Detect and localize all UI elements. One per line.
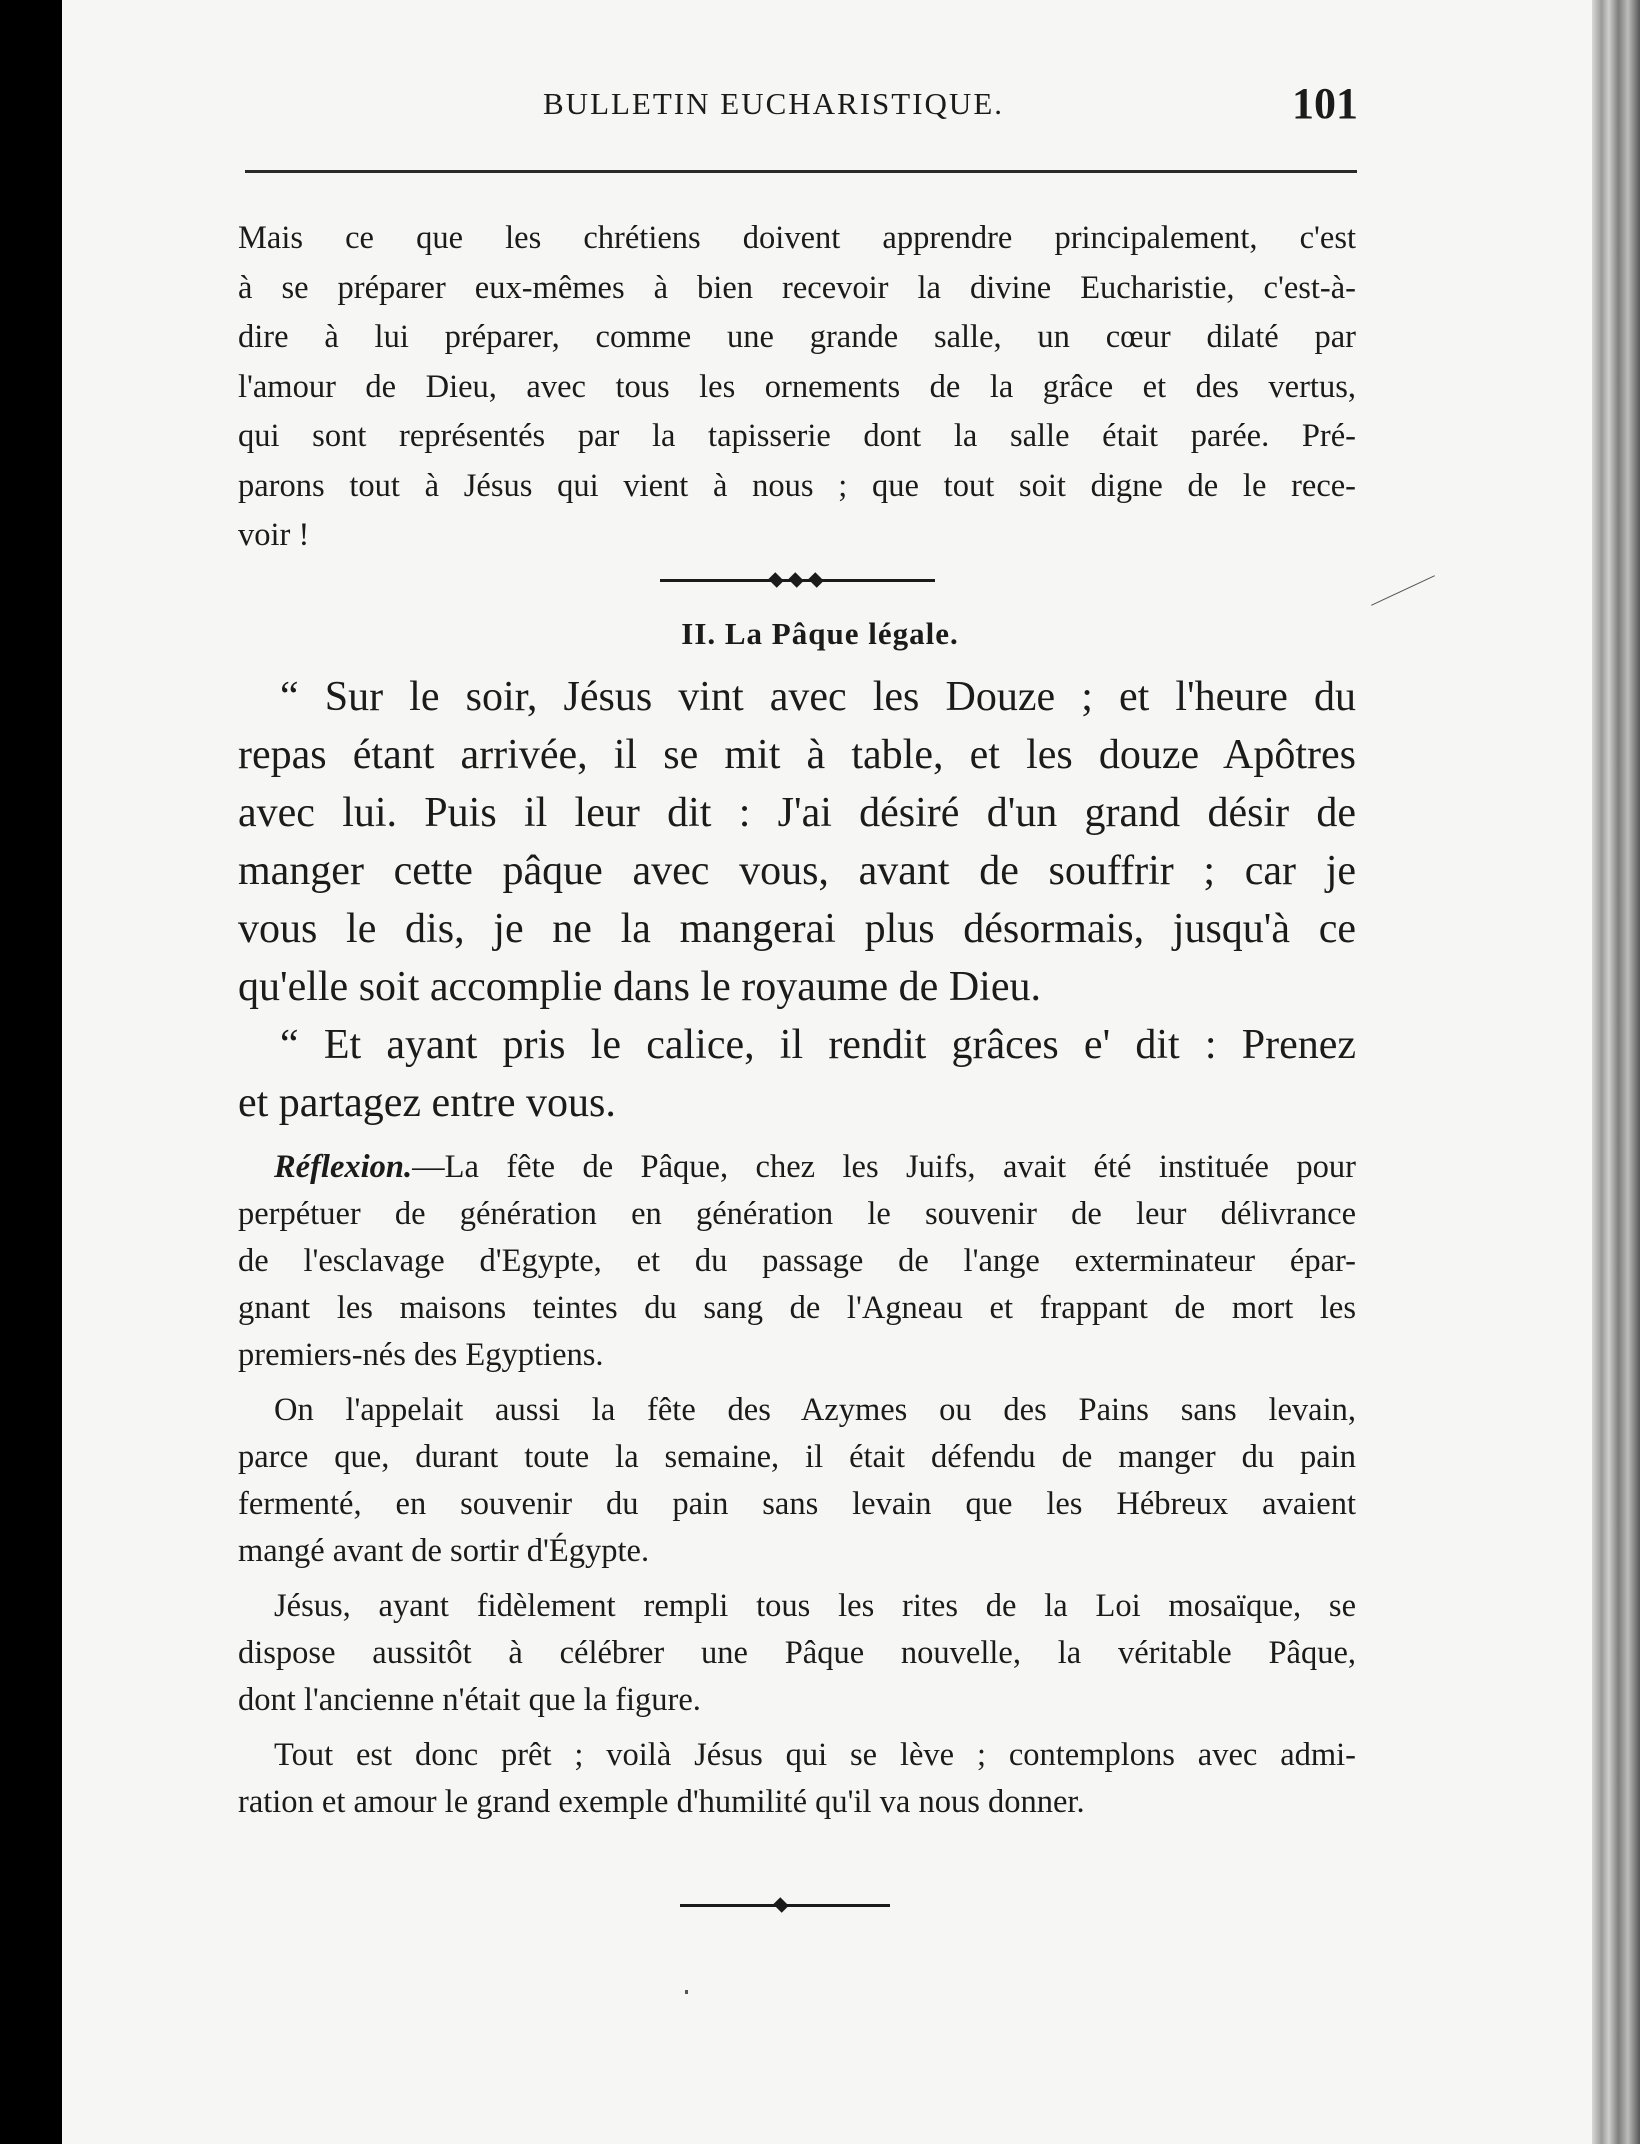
header-rule: [245, 170, 1357, 173]
text-line: vous le dis, je ne la mangerai plus désormais, jusqu'à ce: [238, 906, 1356, 952]
text-fragment: —La fête de Pâque, chez les Juifs, avait été instituée pour: [412, 1149, 1356, 1185]
reflexion-label: Réflexion.: [274, 1149, 413, 1185]
text-line: repas étant arrivée, il se mit à table, et les douze Apôtres: [238, 732, 1356, 778]
text-line: à se préparer eux-mêmes à bien recevoir la divine Eucharistie, c'est-à-: [238, 269, 1356, 306]
text-line: dont l'ancienne n'était que la figure.: [238, 1682, 701, 1718]
gospel-passage: [238, 668, 1356, 1132]
text-line: fermenté, en souvenir du pain sans levain que les Hébreux avaient: [238, 1486, 1356, 1522]
commentary-paragraph: [238, 1732, 1356, 1826]
text-line: Tout est donc prêt ; voilà Jésus qui se lève ; contemplons avec admi-: [274, 1737, 1356, 1773]
text-line: [238, 1144, 1356, 1191]
running-title: BULLETIN EUCHARISTIQUE.: [543, 86, 1005, 121]
text-line: On l'appelait aussi la fête des Azymes ou des Pains sans levain,: [274, 1392, 1356, 1428]
page-header: [238, 78, 1358, 138]
section-ornament: [660, 575, 935, 585]
text-line: de l'esclavage d'Egypte, et du passage de l'ange exterminateur épar-: [238, 1243, 1356, 1279]
gospel-paragraph: [238, 1016, 1356, 1132]
commentary: [238, 1144, 1356, 1834]
text-line: dire à lui préparer, comme une grande salle, un cœur dilaté par: [238, 319, 1356, 355]
text-line: manger cette pâque avec vous, avant de souffrir ; car je: [238, 848, 1356, 894]
text-line: avec lui. Puis il leur dit : J'ai désiré d'un grand désir de: [238, 790, 1356, 836]
book-page-edges: [1592, 0, 1640, 2144]
section-heading: II. La Pâque légale.: [681, 616, 959, 651]
text-line: dispose aussitôt à célébrer une Pâque nouvelle, la véritable Pâque,: [238, 1635, 1356, 1671]
gospel-paragraph: [238, 668, 1356, 1016]
text-line: premiers-nés des Egyptiens.: [238, 1337, 604, 1373]
text-line: “ Et ayant pris le calice, il rendit grâces e' dit : Prenez: [280, 1022, 1356, 1068]
scan-mark: [685, 1990, 688, 1994]
commentary-paragraph: [238, 1387, 1356, 1575]
commentary-paragraph: [238, 1583, 1356, 1724]
text-line: ration et amour le grand exemple d'humilité qu'il va nous donner.: [238, 1784, 1085, 1820]
text-line: parce que, durant toute la semaine, il était défendu de manger du pain: [238, 1439, 1356, 1475]
text-line: et partagez entre vous.: [238, 1080, 616, 1126]
text-line: perpétuer de génération en génération le souvenir de leur délivrance: [238, 1196, 1356, 1232]
text-line: qu'elle soit accomplie dans le royaume de Dieu.: [238, 964, 1041, 1010]
text-line: Jésus, ayant fidèlement rempli tous les rites de la Loi mosaïque, se: [274, 1588, 1356, 1624]
paragraph-intro: [238, 214, 1356, 561]
text-line: Mais ce que les chrétiens doivent apprendre principalement, c'est: [238, 220, 1356, 256]
reflexion-paragraph: [238, 1144, 1356, 1379]
text-line: l'amour de Dieu, avec tous les ornements de la grâce et des vertus,: [238, 368, 1356, 405]
text-line: “ Sur le soir, Jésus vint avec les Douze ; et l'heure du: [280, 674, 1356, 720]
page-number: 101: [1292, 79, 1358, 128]
text-line: qui sont représentés par la tapisserie dont la salle était parée. Pré-: [238, 418, 1356, 454]
text-line: parons tout à Jésus qui vient à nous ; que tout soit digne de le rece-: [238, 467, 1356, 504]
text-line: gnant les maisons teintes du sang de l'Agneau et frappant de mort les: [238, 1290, 1356, 1326]
end-ornament: [680, 1900, 890, 1910]
text-line: mangé avant de sortir d'Égypte.: [238, 1533, 650, 1569]
text-line: voir !: [238, 517, 310, 553]
